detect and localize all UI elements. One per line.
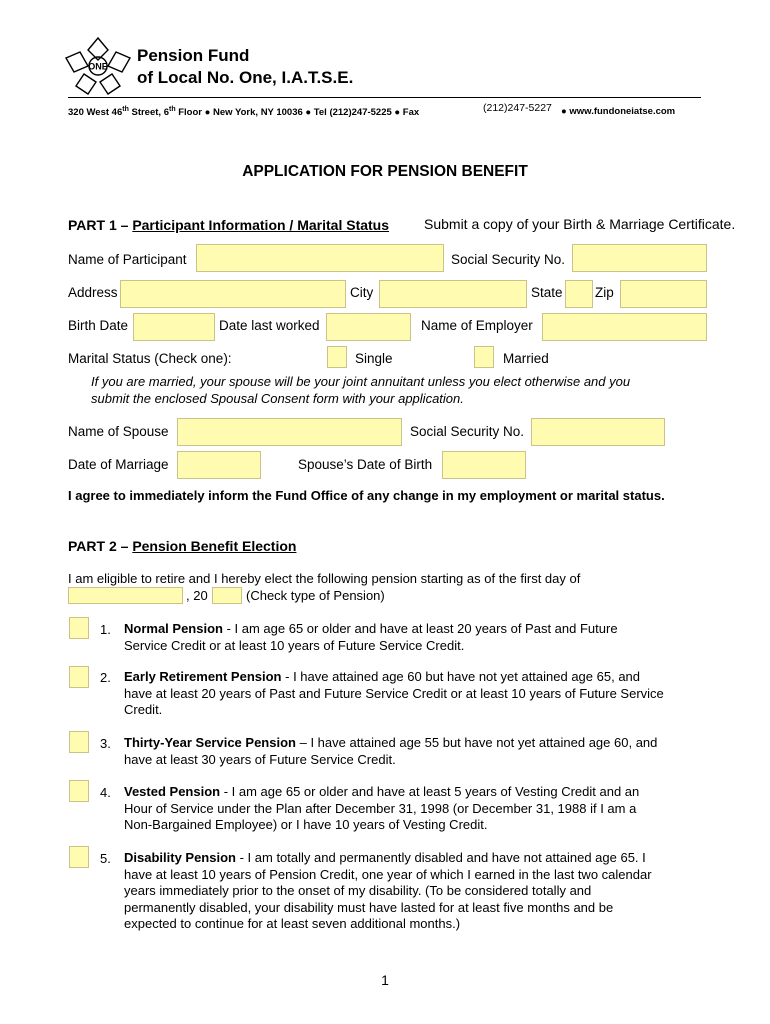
state-field[interactable] <box>565 280 593 308</box>
address-field[interactable] <box>120 280 346 308</box>
married-note-line2: submit the enclosed Spousal Consent form with your application. <box>91 391 464 406</box>
option-number: 3. <box>100 736 111 751</box>
option-number: 2. <box>100 670 111 685</box>
married-label: Married <box>503 351 549 366</box>
employer-field[interactable] <box>542 313 707 341</box>
page-number: 1 <box>381 972 389 988</box>
disability-pension-checkbox[interactable] <box>69 846 89 868</box>
spouse-name-field[interactable] <box>177 418 402 446</box>
option-number: 5. <box>100 851 111 866</box>
election-intro: I am eligible to retire and I hereby elect the following pension starting as of the first day of <box>68 571 581 586</box>
org-name-line1: Pension Fund <box>137 46 250 65</box>
zip-label: Zip <box>595 285 614 300</box>
thirty-year-pension-checkbox[interactable] <box>69 731 89 753</box>
state-label: State <box>531 285 563 300</box>
birth-date-field[interactable] <box>133 313 215 341</box>
spouse-ssn-label: Social Security No. <box>410 424 525 439</box>
vested-pension-option: Vested Pension - I am age 65 or older and have at least 5 years of Vesting Credit and an Hour of Service under the Plan after December 31, 1998 (or December 31, 1988 if I am a Non-Bargained Employee) or I have 10 years of Vesting Credit. <box>124 784 640 832</box>
fax-number: (212)247-5227 <box>483 102 552 114</box>
single-label: Single <box>355 351 393 366</box>
certificate-note: Submit a copy of your Birth & Marriage Certificate. <box>424 216 736 232</box>
last-worked-label: Date last worked <box>219 318 320 333</box>
thirty-year-pension-option: Thirty-Year Service Pension – I have attained age 55 but have not yet attained age 60, and have at least 30 years of Future Service Credit. <box>124 735 658 767</box>
part2-heading: PART 2 – Pension Benefit Election <box>68 538 297 554</box>
normal-pension-checkbox[interactable] <box>69 617 89 639</box>
page-title: APPLICATION FOR PENSION BENEFIT <box>242 163 528 180</box>
address-label: Address <box>68 285 118 300</box>
birth-date-label: Birth Date <box>68 318 129 333</box>
participant-name-field[interactable] <box>196 244 444 272</box>
zip-field[interactable] <box>620 280 707 308</box>
normal-pension-option: Normal Pension - I am age 65 or older and have at least 20 years of Past and Future Service Credit or at least 10 years of Future Service Credit. <box>124 621 618 653</box>
website: ● www.fundoneiatse.com <box>561 106 676 117</box>
marital-status-label: Marital Status (Check one): <box>68 351 232 366</box>
participant-ssn-field[interactable] <box>572 244 707 272</box>
participant-name-label: Name of Participant <box>68 252 187 267</box>
check-pension-type: (Check type of Pension) <box>246 588 385 603</box>
org-name-line2: of Local No. One, I.A.T.S.E. <box>137 68 354 87</box>
option-number: 4. <box>100 785 111 800</box>
married-note-line1: If you are married, your spouse will be your joint annuitant unless you elect otherwise and you <box>91 374 631 389</box>
svg-text:ONE: ONE <box>88 61 108 72</box>
disability-pension-option: Disability Pension - I am totally and permanently disabled and have not attained age 65. I have at least 10 years of Pension Credit, one year of which I earned in the last two calendar years immediately prior to the onset of my disability. (To be considered totally and permanently disabled, your disability must have lasted for at least five months and be expected to continue for at least seven additional months.) <box>124 850 652 931</box>
spouse-name-label: Name of Spouse <box>68 424 169 439</box>
marriage-date-label: Date of Marriage <box>68 457 169 472</box>
early-retirement-pension-checkbox[interactable] <box>69 666 89 688</box>
agreement-statement: I agree to immediately inform the Fund Office of any change in my employment or marital status. <box>68 488 665 503</box>
option-number: 1. <box>100 622 111 637</box>
last-worked-field[interactable] <box>326 313 411 341</box>
union-seal-logo <box>62 36 134 96</box>
early-retirement-pension-option: Early Retirement Pension - I have attained age 60 but have not yet attained age 65, and have at least 20 years of Past and Future Service Credit or at least 10 years of Future Service Credit. <box>124 669 664 717</box>
city-field[interactable] <box>379 280 527 308</box>
spouse-birth-label: Spouse’s Date of Birth <box>298 457 433 472</box>
single-checkbox[interactable] <box>327 346 347 368</box>
participant-ssn-label: Social Security No. <box>451 252 566 267</box>
header-rule <box>68 97 701 98</box>
married-checkbox[interactable] <box>474 346 494 368</box>
marriage-date-field[interactable] <box>177 451 261 479</box>
year-prefix: , 20 <box>186 588 208 603</box>
vested-pension-checkbox[interactable] <box>69 780 89 802</box>
employer-label: Name of Employer <box>421 318 533 333</box>
address-line: 320 West 46th Street, 6th Floor ● New York, NY 10036 ● Tel (212)247-5225 ● Fax <box>68 106 420 119</box>
part1-heading: PART 1 – Participant Information / Marital Status <box>68 217 390 233</box>
start-month-field[interactable] <box>68 587 183 604</box>
city-label: City <box>350 285 374 300</box>
spouse-birth-field[interactable] <box>442 451 526 479</box>
start-year-field[interactable] <box>212 587 242 604</box>
spouse-ssn-field[interactable] <box>531 418 665 446</box>
